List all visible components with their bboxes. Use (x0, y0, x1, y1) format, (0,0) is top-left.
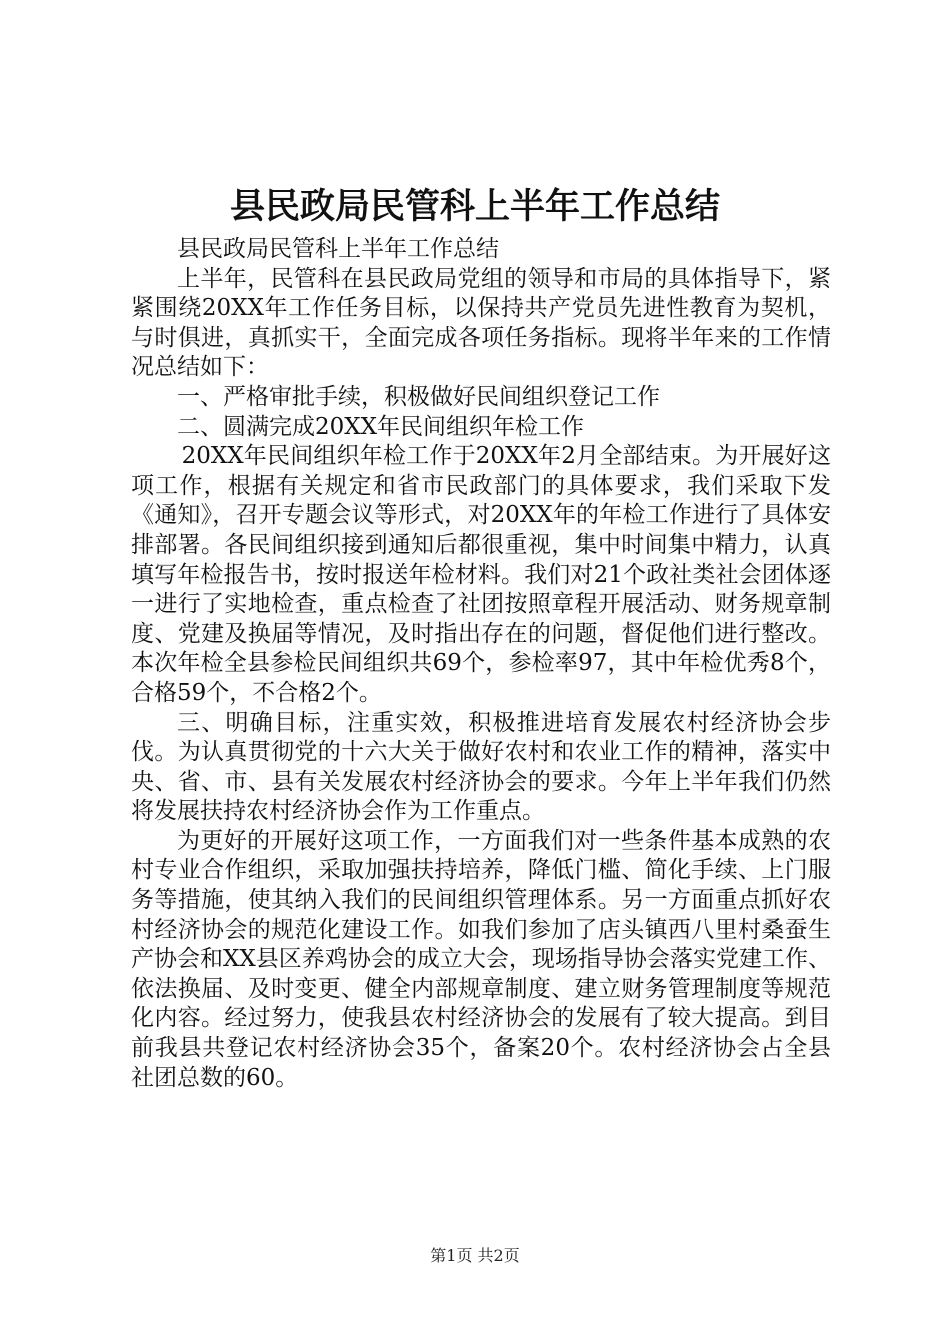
subtitle-paragraph: 县民政局民管科上半年工作总结 (177, 236, 499, 262)
section-heading-1: 一、严格审批手续，积极做好民间组织登记工作 (177, 383, 660, 410)
measures-paragraph: 为更好的开展好这项工作，一方面我们对一些条件基本成熟的农村专业合作组织，采取加强扶持培养，降低门槛、简化手续、上门服务等措施，使其纳入我们的民间组织管理体系。另一方面重点抓好农村经济协会的规范化建设工作。如我们参加了店头镇西八里村桑蚕生产协会和XX县区养鸡协会的成立大会，现场指导协会落实党建工作、依法换届、及时变更、健全内部规章制度、建立财务管理制度等规范化内容。经过努力，使我县农村经济协会的发展有了较大提高。到目前我县共登记农村经济协会35个，备案20个。农村经济协会占全县社团总数的60。 (131, 827, 831, 1091)
document-body (131, 235, 831, 1093)
page-number-footer: 第1页 共2页 (430, 1246, 520, 1265)
intro-paragraph: 上半年，民管科在县民政局党组的领导和市局的具体指导下，紧紧围绕20XX年工作任务目标，以保持共产党员先进性教育为契机，与时俱进，真抓实干，全面完成各项任务指标。现将半年来的工作情况总结如下： (131, 265, 831, 381)
annual-inspection-paragraph: 20XX年民间组织年检工作于20XX年2月全部结束。为开展好这项工作，根据有关规定和省市民政部门的具体要求，我们采取下发《通知》，召开专题会议等形式，对20XX年的年检工作进行了具体安排部署。各民间组织接到通知后都很重视，集中时间集中精力，认真填写年检报告书，按时报送年检材料。我们对21个政社类社会团体逐一进行了实地检查，重点检查了社团按照章程开展活动、财务规章制度、党建及换届等情况，及时指出存在的问题，督促他们进行整改。本次年检全县参检民间组织共69个，参检率97，其中年检优秀8个，合格59个，不合格2个。 (131, 443, 831, 706)
section-heading-2: 二、圆满完成20XX年民间组织年检工作 (177, 413, 585, 440)
section-3-paragraph: 三、明确目标，注重实效，积极推进培育发展农村经济协会步伐。为认真贯彻党的十六大关于做好农村和农业工作的精神，落实中央、省、市、县有关发展农村经济协会的要求。今年上半年我们仍然将发展扶持农村经济协会作为工作重点。 (131, 709, 831, 825)
document-title: 县民政局民管科上半年工作总结 (229, 186, 720, 227)
